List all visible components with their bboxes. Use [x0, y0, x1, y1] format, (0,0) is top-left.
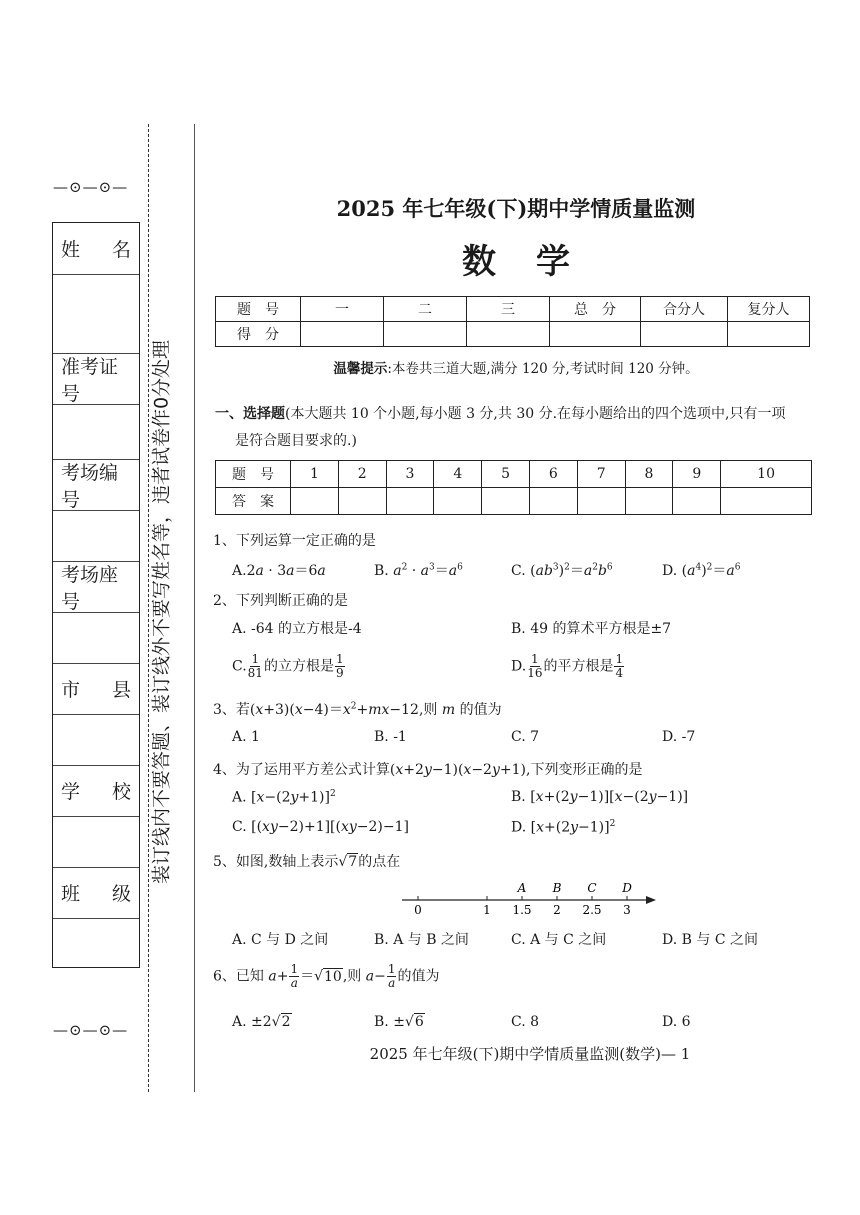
answer-q-number: 9: [673, 461, 721, 488]
q2-stem: 2、下列判断正确的是: [213, 593, 348, 609]
q2-option-b: B. 49 的算术平方根是±7: [511, 621, 672, 637]
score-cell[interactable]: [641, 322, 728, 347]
answer-q-number: 3: [386, 461, 434, 488]
deco-bottom: —⊙—⊙—: [53, 1021, 129, 1039]
deco-top: —⊙—⊙—: [53, 178, 129, 196]
q6-stem: 6、已知 a+ $\frac{1}{a}$ ＝√10,则 a− $\frac{1}{a}$ 的值为: [213, 962, 440, 990]
exam-tip: 温馨提示:本卷共三道大题,满分 120 分,考试时间 120 分钟。: [333, 361, 699, 377]
answer-q-number: 2: [338, 461, 386, 488]
q3-option-c: C. 7: [511, 729, 540, 745]
score-header-2: 二: [384, 297, 467, 322]
answer-cell[interactable]: [577, 488, 625, 515]
q3-option-d: D. -7: [662, 729, 696, 745]
binding-solid-line: [194, 124, 195, 1092]
score-cell[interactable]: [728, 322, 810, 347]
field-city: 市 县: [61, 679, 131, 701]
q1-option-b: B. $a^2 \cdot a^3=a^6$: [374, 562, 463, 579]
answer-cell[interactable]: [673, 488, 721, 515]
score-cell[interactable]: [301, 322, 384, 347]
score-header-reviewer: 复分人: [728, 297, 810, 322]
q3-stem: 3、若$(x+3)(x-4)=x^2+mx-12$,则 m 的值为: [213, 701, 502, 718]
q5-option-c: C. A 与 C 之间: [511, 932, 607, 948]
binding-notice: 装订线内不要答题、装订线外不要写姓名等，违者试卷作0分处理: [150, 339, 173, 885]
answer-cell[interactable]: [338, 488, 386, 515]
axis-tick-1: 1: [483, 903, 491, 916]
axis-point-c: C: [587, 881, 597, 895]
answer-q-number: 8: [625, 461, 673, 488]
score-header-label: 题 号: [216, 297, 301, 322]
score-header-total: 总 分: [550, 297, 641, 322]
answer-q-number: 6: [529, 461, 577, 488]
q1-option-c: C. $(ab^3)^2=a^2b^6$: [511, 562, 613, 579]
answer-cell[interactable]: [529, 488, 577, 515]
score-cell[interactable]: [384, 322, 467, 347]
axis-tick-2-5: 2.5: [582, 903, 602, 916]
answer-q-number: 5: [482, 461, 530, 488]
answer-q-number: 4: [434, 461, 482, 488]
field-seat-number: 考场座号: [61, 563, 119, 613]
page-footer: 2025 年七年级(下)期中学情质量监测(数学)— 1: [369, 1045, 691, 1063]
field-room-number: 考场编号: [61, 461, 119, 511]
exam-subject: 数学: [462, 242, 610, 282]
axis-tick-1-5: 1.5: [512, 903, 532, 916]
q6-option-d: D. 6: [662, 1014, 691, 1030]
score-header-3: 三: [467, 297, 550, 322]
q4-stem: 4、为了运用平方差公式计算(x+2y−1)(x−2y+1),下列变形正确的是: [213, 762, 643, 778]
q3-option-a: A. 1: [232, 729, 260, 745]
axis-tick-3: 3: [623, 903, 631, 916]
answer-cell[interactable]: [434, 488, 482, 515]
q4-option-b: B. [x+(2y−1)][x−(2y−1)]: [511, 789, 689, 805]
q1-option-a: A.2a · 3a＝6a: [232, 563, 326, 579]
section1-desc: 是符合题目要求的.): [235, 433, 357, 449]
number-line: [400, 876, 660, 916]
axis-point-a: A: [517, 881, 527, 895]
q3-option-b: B. -1: [374, 729, 407, 745]
answer-q-number: 7: [577, 461, 625, 488]
axis-tick-0: 0: [414, 903, 422, 916]
q5-option-a: A. C 与 D 之间: [232, 932, 329, 948]
axis-point-b: B: [552, 881, 562, 895]
axis-tick-2: 2: [553, 903, 561, 916]
field-school: 学 校: [61, 781, 131, 803]
q6-option-a: A. ±2√2: [232, 1014, 291, 1030]
q1-stem: 1、下列运算一定正确的是: [213, 533, 376, 549]
field-class: 班 级: [61, 883, 131, 905]
q4-option-c: C. [(xy−2)+1][(xy−2)−1]: [232, 819, 409, 835]
field-name: 姓 名: [61, 239, 131, 261]
q4-option-a: A. $[x-(2y+1)]^2$: [232, 789, 336, 806]
answer-cell[interactable]: [482, 488, 530, 515]
q2-option-d: D. $\frac{1}{16}$ 的平方根是 $\frac{1}{4}$: [511, 652, 624, 680]
q1-option-d: D. $(a^4)^2=a^6$: [662, 562, 741, 579]
q4-option-d: D. $[x+(2y-1)]^2$: [511, 819, 616, 836]
axis-point-d: D: [622, 881, 632, 895]
q2-option-c: C. $\frac{1}{81}$ 的立方根是 $\frac{1}{9}$: [232, 652, 344, 680]
score-table: [215, 296, 810, 347]
q5-option-d: D. B 与 C 之间: [662, 932, 758, 948]
answer-q-number: 1: [291, 461, 339, 488]
answer-table: [215, 460, 812, 515]
score-header-summer: 合分人: [641, 297, 728, 322]
score-row-label: 得 分: [216, 322, 301, 347]
section1-heading: 一、选择题(本大题共 10 个小题,每小题 3 分,共 30 分.在每小题给出的四个选项中,只有一项: [215, 406, 786, 422]
answer-q-label: 题 号: [216, 461, 291, 488]
q6-option-b: B. ±√6: [374, 1014, 424, 1030]
score-cell[interactable]: [467, 322, 550, 347]
answer-cell[interactable]: [291, 488, 339, 515]
score-header-1: 一: [301, 297, 384, 322]
answer-cell[interactable]: [386, 488, 434, 515]
student-info-box: [52, 222, 140, 968]
exam-title: 2025 年七年级(下)期中学情质量监测: [336, 196, 696, 221]
score-cell[interactable]: [550, 322, 641, 347]
answer-cell[interactable]: [625, 488, 673, 515]
q6-option-c: C. 8: [511, 1014, 540, 1030]
binding-dashed-line: [148, 124, 149, 1092]
field-exam-id: 准考证号: [61, 355, 119, 405]
answer-cell[interactable]: [721, 488, 812, 515]
q5-stem: 5、如图,数轴上表示√7的点在: [213, 854, 401, 870]
answer-q-number: 10: [721, 461, 812, 488]
answer-a-label: 答 案: [216, 488, 291, 515]
q2-option-a: A. -64 的立方根是-4: [232, 621, 362, 637]
q5-option-b: B. A 与 B 之间: [374, 932, 469, 948]
